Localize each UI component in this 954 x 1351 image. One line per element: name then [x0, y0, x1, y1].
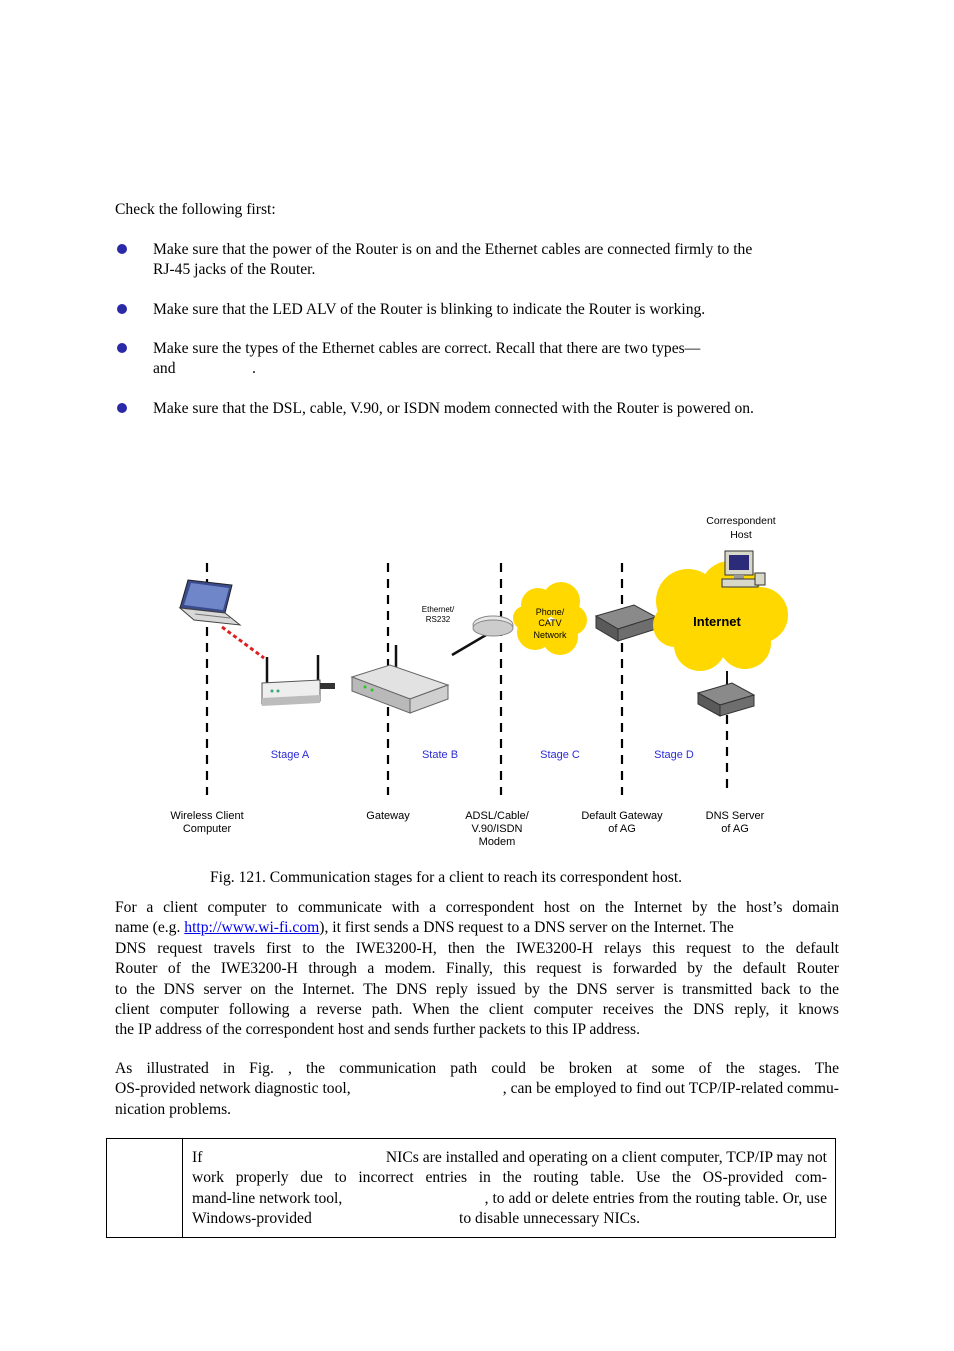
internet-label: Internet — [693, 614, 741, 629]
para1-line: Router of the IWE3200-H through a modem. Finally, this request is forwarded by the default Router — [115, 960, 839, 978]
para1-line: client computer following a reverse path. When the client computer receives the DNS reply, it knows — [115, 1001, 839, 1019]
para2-line2 — [115, 1079, 839, 1099]
para2-text: OS-provided network diagnostic tool, — [115, 1080, 351, 1098]
note-text-part: If — [192, 1149, 203, 1166]
note-divider — [182, 1139, 183, 1237]
access-point-icon — [262, 655, 335, 706]
note-box — [106, 1138, 836, 1238]
network-diagram — [160, 505, 792, 855]
para1-line2 — [115, 918, 839, 938]
default-gateway-label-1: Default Gateway — [581, 810, 663, 822]
stage-d-label: Stage D — [654, 749, 694, 761]
note-line: work properly due to incorrect entries in the routing table. Use the OS-provided com- — [192, 1169, 827, 1187]
modem-label-3: Modem — [478, 836, 516, 848]
stage-a-label: Stage A — [270, 749, 310, 761]
correspondent-host-label-2: Host — [730, 529, 752, 541]
para1-line: to the DNS server on the Internet. The DNS reply issued by the DNS server is transmitted back to the — [115, 980, 839, 998]
stage-b-label: State B — [421, 749, 459, 761]
gateway-label: Gateway — [366, 810, 410, 822]
bullet-icon — [117, 304, 127, 314]
para1-line: For a client computer to communicate with a correspondent host on the Internet by the host’s domain — [115, 899, 839, 916]
bullet-3-line2a: and — [153, 360, 176, 377]
bullet-3-line1: Make sure the types of the Ethernet cables are correct. Recall that there are two types— — [153, 340, 701, 357]
dns-server-router-icon — [698, 671, 754, 716]
ethernet-label-1: Ethernet/ — [421, 605, 455, 614]
ethernet-label-2: RS232 — [425, 615, 451, 624]
note-text-part: Windows-provided — [192, 1210, 312, 1228]
bullet-1-line1: Make sure that the power of the Router is on and the Ethernet cables are connected firmly to the — [153, 241, 753, 258]
para2-text: , can be employed to find out TCP/IP-related commu- — [502, 1080, 839, 1098]
para1-text: ), it first sends a DNS request to a DNS server on the Internet. The — [319, 919, 734, 937]
default-gateway-label-2: of AG — [608, 823, 636, 835]
para1-line: the IP address of the correspondent host and sends further packets to this IP address. — [115, 1021, 641, 1039]
phone-catv-label-1: Phone/ — [535, 607, 565, 617]
bullet-4-line1: Make sure that the DSL, cable, V.90, or ISDN modem connected with the Router is powered on. — [153, 400, 754, 417]
wireless-client-label-1: Wireless Client — [170, 810, 244, 822]
paragraph-1 — [115, 898, 839, 1041]
note-line1 — [192, 1148, 827, 1168]
modem-icon — [473, 616, 513, 636]
bullet-1-line2: RJ-45 jacks of the Router. — [153, 261, 316, 278]
correspondent-host-icon — [722, 551, 765, 587]
note-text-part: to disable unnecessary NICs. — [459, 1210, 641, 1228]
wireless-link — [222, 627, 264, 658]
modem-label-1: ADSL/Cable/ — [465, 810, 529, 822]
para1-text: name (e.g. — [115, 919, 181, 937]
paragraph-2 — [115, 1059, 839, 1120]
dns-server-label-2: of AG — [721, 823, 749, 835]
dns-server-label-1: DNS Server — [705, 810, 765, 822]
ethernet-link — [452, 635, 486, 655]
bullet-icon — [117, 403, 127, 413]
note-text-part: NICs are installed and operating on a client computer, TCP/IP may not — [385, 1149, 827, 1166]
intro-text: Check the following first: — [115, 201, 276, 218]
phone-catv-label-3: Network — [533, 630, 567, 640]
bullet-3-line2b: . — [252, 360, 256, 377]
para2-line: nication problems. — [115, 1100, 232, 1118]
note-line4 — [192, 1209, 827, 1229]
bullet-icon — [117, 343, 127, 353]
phone-catv-label-2: CATV — [538, 618, 562, 628]
figure-caption: Fig. 121. Communication stages for a client to reach its correspondent host. — [210, 869, 683, 886]
default-gateway-router-icon — [596, 605, 656, 641]
correspondent-host-label-1: Correspondent — [706, 515, 776, 527]
gateway-router-icon — [352, 645, 448, 713]
bullet-2-line1: Make sure that the LED ALV of the Router is blinking to indicate the Router is working. — [153, 301, 706, 318]
stage-c-label: Stage C — [540, 749, 580, 761]
laptop-icon — [180, 580, 240, 625]
note-text-part: mand-line network tool, — [192, 1189, 343, 1207]
note-text — [192, 1148, 827, 1230]
wireless-client-label-2: Computer — [182, 823, 232, 835]
wi-fi-link[interactable]: http://www.wi-fi.com — [184, 919, 320, 937]
modem-label-2: V.90/ISDN — [471, 823, 523, 835]
note-line3 — [192, 1189, 827, 1209]
note-text-part: , to add or delete entries from the routing table. Or, use — [484, 1189, 827, 1207]
para1-line: DNS request travels first to the IWE3200-H, then the IWE3200-H relays this request to the default — [115, 939, 839, 957]
bullet-icon — [117, 244, 127, 254]
para2-line: As illustrated in Fig. , the communication path could be broken at some of the stages. The — [115, 1060, 839, 1077]
